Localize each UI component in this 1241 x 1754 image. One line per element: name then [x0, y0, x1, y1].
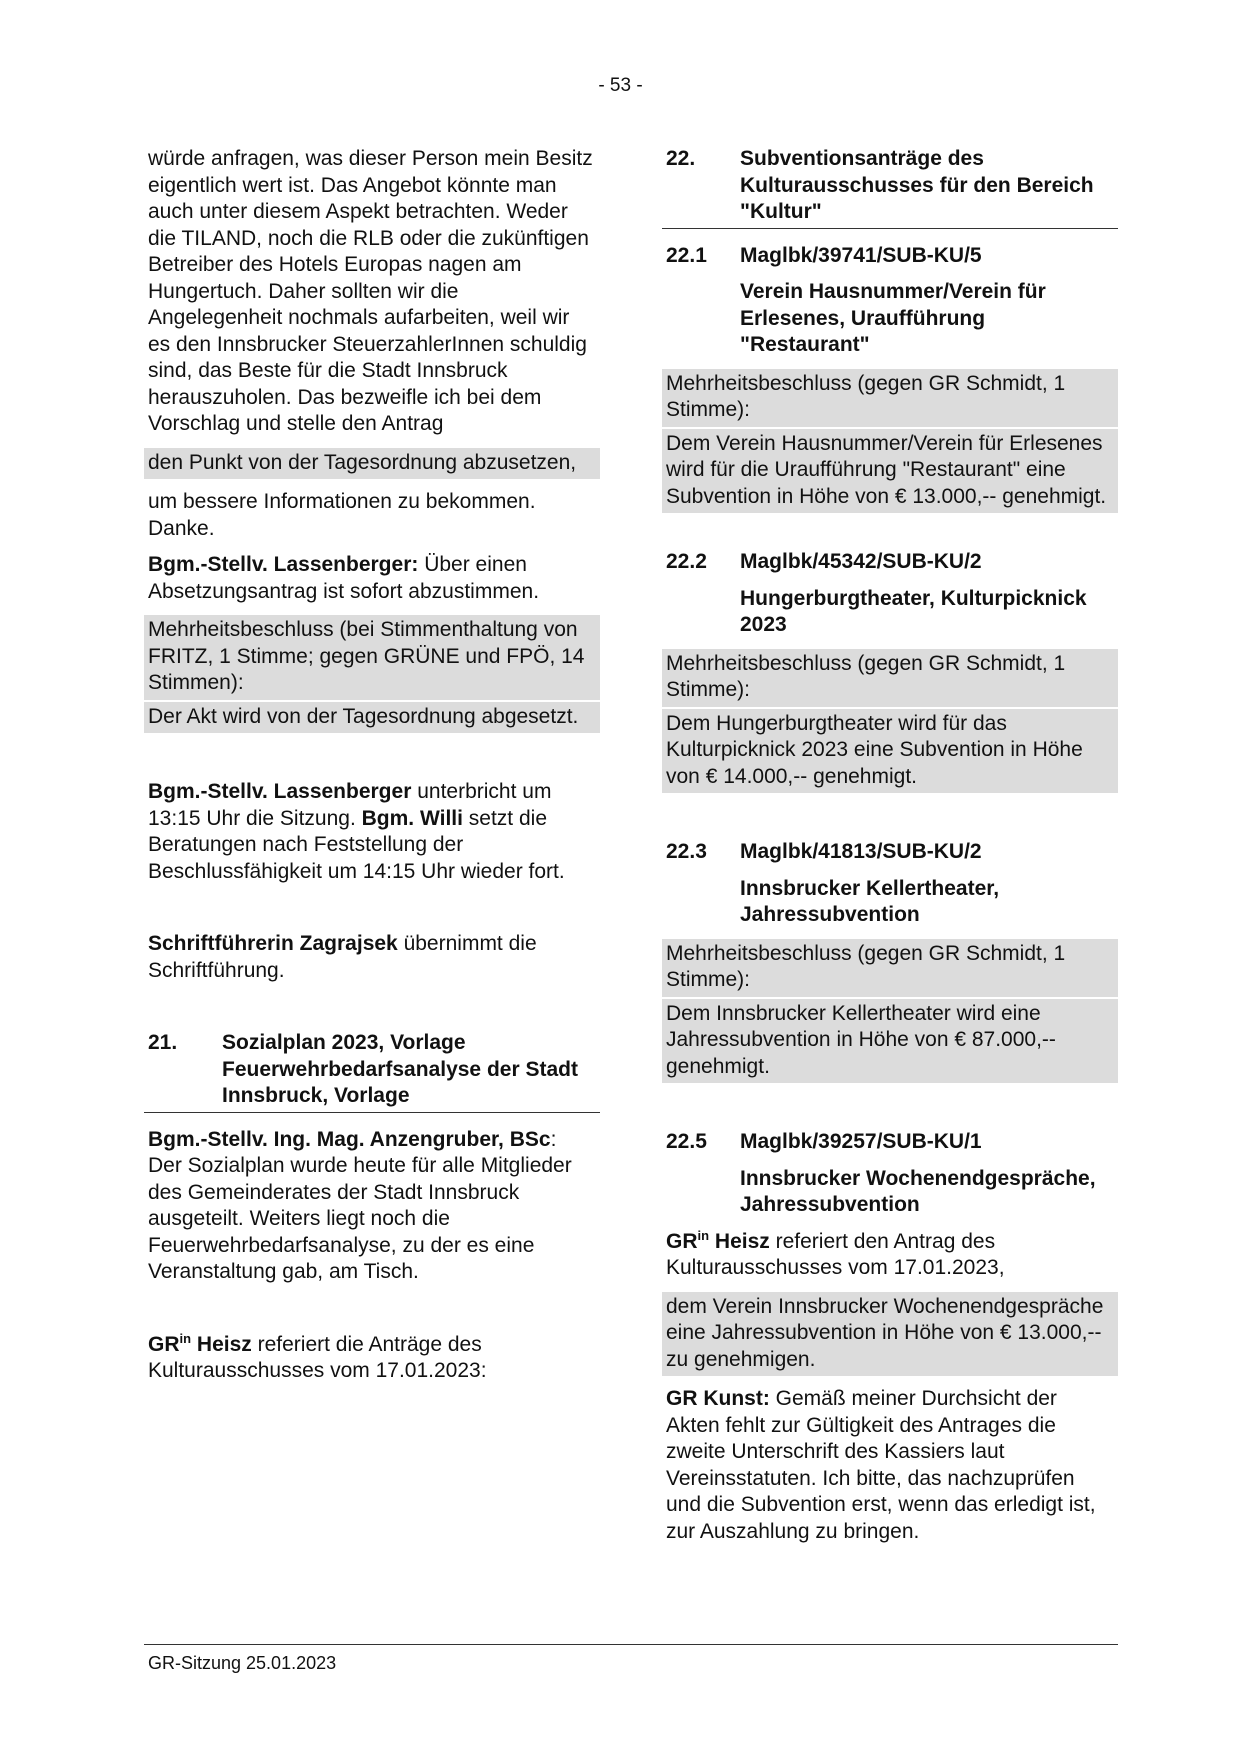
subitem-code: Maglbk/45342/SUB-KU/2 [740, 550, 982, 573]
subitem-heading-22-2 [662, 549, 1118, 576]
speech-text: referiert den Antrag des Kulturausschusses vom 17.01.2023, [666, 1229, 1005, 1279]
spacer [144, 743, 600, 779]
subitem-title: Verein Hausnummer/Verein für Erlesenes, Uraufführung "Restaurant" [740, 280, 1046, 356]
vote-result: Mehrheitsbeschluss (bei Stimmenthaltung von FRITZ, 1 Stimme; gegen GRÜNE und FPÖ, 14 Stimmen): [144, 615, 600, 700]
paragraph: würde anfragen, was dieser Person mein Besitz eigentlich wert ist. Das Angebot könnte man auch unter diesem Aspekt betrachten. Weder die TILAND, noch die RLB oder die zukünftigen Betreiber des Hotels Europas nagen am Hungertuch. Daher sollten wir die Angelegenheit nochmals aufarbeiten, weil wir es den Innsbrucker SteuerzahlerInnen schuldig sind, das Beste für die Stadt Innsbruck herauszuholen. Das bezweifle ich bei dem Vorschlag und stelle den Antrag [148, 147, 593, 435]
agenda-heading-22 [662, 146, 1118, 229]
subitem-heading-22-1 [662, 243, 1118, 270]
subitem-title: Innsbrucker Wochenendgespräche, Jahressubvention [740, 1166, 1096, 1216]
speaker-title-suffix: in [697, 1227, 710, 1243]
speaker-paragraph [144, 552, 600, 605]
speaker-name: Schriftführerin Zagrajsek [148, 932, 398, 955]
speech-text: referiert die Anträge des Kulturausschusses vom 17.01.2023: [148, 1332, 487, 1382]
subitem-code: Maglbk/41813/SUB-KU/2 [740, 840, 982, 863]
subitem-number: 22.2 [666, 550, 707, 573]
footer-divider [144, 1644, 1118, 1645]
speaker-name: Bgm. Willi [361, 806, 463, 830]
speaker-title-suffix: in [179, 1330, 192, 1346]
speaker-name: Heisz [709, 1229, 770, 1253]
decision-text: Dem Innsbrucker Kellertheater wird eine Jahressubvention in Höhe von € 87.000,-- genehmigt. [662, 999, 1118, 1084]
spacer [144, 994, 600, 1030]
agenda-number: 22. [666, 147, 696, 170]
agenda-title: Subventionsanträge des Kulturausschusses für den Bereich "Kultur" [740, 147, 1094, 223]
left-column [144, 146, 600, 1395]
speaker-title: GR [666, 1229, 698, 1253]
speech-text: Gemäß meiner Durchsicht der Akten fehlt zur Gültigkeit des Antrages die zweite Unterschrift des Kassiers laut Vereinsstatuten. Ich bitte, das nachzuprüfen und die Subvention erst, wenn das erledigt ist, zur Auszahlung zu bringen. [666, 1387, 1096, 1543]
session-note [144, 779, 600, 885]
spacer [144, 1296, 600, 1332]
vote-result: Mehrheitsbeschluss (gegen GR Schmidt, 1 Stimme): [662, 649, 1118, 707]
spacer [662, 803, 1118, 839]
speaker-name: Bgm.-Stellv. Lassenberger: [148, 553, 419, 576]
subitem-title: Innsbrucker Kellertheater, Jahressubvention [740, 876, 1000, 926]
subitem-heading-22-3 [662, 839, 1118, 866]
subitem-title: Hungerburgtheater, Kulturpicknick 2023 [740, 586, 1087, 636]
spacer [144, 895, 600, 931]
speaker-paragraph [662, 1386, 1118, 1545]
speaker-name: GR Kunst: [666, 1387, 770, 1410]
decision-text: Dem Hungerburgtheater wird für das Kulturpicknick 2023 eine Subvention in Höhe von € 14.000,-- genehmigt. [662, 709, 1118, 794]
paragraph: um bessere Informationen zu bekommen. Danke. [148, 490, 536, 540]
session-note [144, 931, 600, 984]
speaker-name: Bgm.-Stellv. Ing. Mag. Anzengruber, BSc [148, 1127, 551, 1151]
page-number: - 53 - [598, 75, 643, 96]
subitem-code: Maglbk/39741/SUB-KU/5 [740, 243, 982, 267]
decision-text: Der Akt wird von der Tagesordnung abgesetzt. [144, 702, 600, 734]
speaker-title: GR [148, 1332, 180, 1356]
speech-text: Über einen Absetzungsantrag ist sofort abzustimmen. [148, 553, 540, 603]
note-text: setzt die Beratungen nach Feststellung der Beschlussfähigkeit um 14:15 Uhr wieder fort. [148, 806, 565, 883]
motion-text: den Punkt von der Tagesordnung abzusetzen, [144, 448, 600, 480]
subitem-heading-22-5 [662, 1129, 1118, 1156]
agenda-title: Sozialplan 2023, Vorlage Feuerwehrbedarfsanalyse der Stadt Innsbruck, Vorlage [222, 1031, 578, 1107]
agenda-number: 21. [148, 1031, 178, 1054]
spacer [662, 1093, 1118, 1129]
speaker-paragraph [662, 1229, 1118, 1282]
agenda-heading-21 [144, 1030, 600, 1113]
note-text: übernimmt die Schriftführung. [148, 932, 537, 982]
vote-result: Mehrheitsbeschluss (gegen GR Schmidt, 1 Stimme): [662, 369, 1118, 427]
motion-text: dem Verein Innsbrucker Wochenendgespräche eine Jahressubvention in Höhe von € 13.000,-- zu genehmigen. [662, 1292, 1118, 1377]
footer-text: GR-Sitzung 25.01.2023 [148, 1653, 337, 1673]
speaker-paragraph [144, 1127, 600, 1286]
speech-text: : Der Sozialplan wurde heute für alle Mitglieder des Gemeinderates der Stadt Innsbruck ausgeteilt. Weiters liegt noch die Feuerwehrbedarfsanalyse, zu der es eine Veranstaltung gab, am Tisch. [148, 1127, 572, 1283]
speaker-name: Heisz [191, 1332, 252, 1356]
right-column [662, 146, 1118, 1555]
spacer [662, 523, 1118, 549]
subitem-number: 22.5 [666, 1130, 707, 1153]
subitem-number: 22.1 [666, 243, 707, 267]
decision-text: Dem Verein Hausnummer/Verein für Erlesenes wird für die Uraufführung "Restaurant" eine Subvention in Höhe von € 13.000,-- genehmigt. [662, 429, 1118, 514]
note-text: unterbricht um 13:15 Uhr die Sitzung. [148, 780, 552, 830]
subitem-code: Maglbk/39257/SUB-KU/1 [740, 1130, 982, 1153]
speaker-name: Bgm.-Stellv. Lassenberger [148, 780, 412, 803]
speaker-paragraph [144, 1332, 600, 1385]
vote-result: Mehrheitsbeschluss (gegen GR Schmidt, 1 Stimme): [662, 939, 1118, 997]
subitem-number: 22.3 [666, 840, 707, 863]
